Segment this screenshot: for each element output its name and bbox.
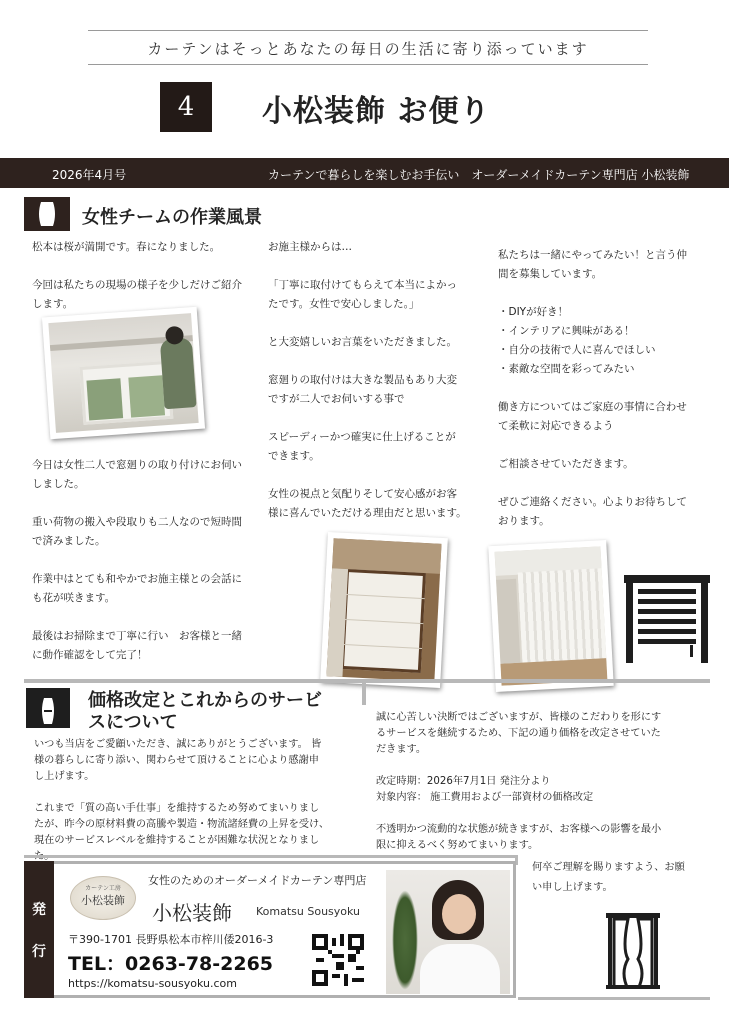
recruit-list-item: ・自分の技術で人に喜んでほしい [498,344,656,356]
s2-right-line: 限に抑えるべく努めてまいります。 [376,840,539,851]
section2-right-text [376,710,706,854]
col2-paragraph: 女性の視点と気配りそして安心感がお客 [268,488,457,500]
curtain-window-icon [24,197,70,231]
side-label-char: 発 [32,901,46,918]
publisher-side-label [24,861,54,998]
col2-paragraph: できます。 [268,450,320,462]
price-change-target: 対象内容： 施工費用および一部資材の価格改定 [376,792,594,803]
logo-main-text: 小松装飾 [81,894,125,907]
s2-left-line: 様の暮らしに寄り添い、関わらせて頂けることに心より感謝申 [34,755,319,766]
col1-paragraph: 重い荷物の搬入や段取りも二人なので短時間 [32,516,242,528]
col3-paragraph: 働き方についてはご家庭の事情に合わせ [498,401,687,413]
shop-slogan: カーテンで暮らしを楽しむお手伝い オーダーメイドカーテン専門店 小松装飾 [268,168,690,182]
s2-right-line: 不透明かつ流動的な状態が続きますが、お客様への影響を最小 [376,824,662,835]
shop-url[interactable]: https://komatsu-sousyoku.com [68,977,237,990]
col2-paragraph: 窓廻りの取付けは大きな製品もあり大変 [268,374,457,386]
col3-paragraph: て柔軟に対応できるよう [498,420,614,432]
col1-paragraph: 松本は桜が満開です。春になりました。 [32,241,221,253]
recruit-list-item: ・DIYが好き！ [498,306,569,318]
section2-closing [532,858,712,898]
col1-paragraph: します。 [32,298,74,310]
price-change-date: 改定時期：2026年7月1日 発注分より [376,776,551,787]
col1-paragraph: しました。 [32,478,85,490]
lace-curtain-photo [488,540,613,692]
newsletter-title: 小松装飾 お便り [262,94,491,129]
logo-small-text: カーテン工房 [85,885,121,892]
s2-left-line: これまで「質の高い手仕事」を維持するため努めてまいりまし [34,803,320,814]
section1-title: 女性チームの作業風景 [82,207,262,228]
shop-name-en: Komatsu Sousyoku [256,905,361,918]
col2-paragraph: お施主様からは… [268,241,352,253]
section2-left-text [34,737,356,865]
tagline-rule [88,64,648,65]
section2-bottom-line [24,855,518,858]
s2-closing-line: い申し上げます。 [532,882,613,893]
shop-name: 小松装飾 [152,901,232,925]
top-bar [0,158,729,188]
curtain-icon [606,913,660,989]
staff-photo [386,870,510,994]
section-divider [24,679,710,683]
col3-paragraph: ご相談させていただきます。 [498,458,634,470]
qr-code[interactable] [312,934,364,986]
col1-paragraph: 作業中はとても和やかでお施主様との会話に [32,573,242,585]
section2-title-line: スについて [88,712,178,733]
col1-paragraph: 今回は私たちの現場の様子を少しだけご紹介 [32,279,242,291]
shop-tel: TEL：0263-78-2265 [68,953,274,975]
col2-text [268,238,483,523]
col2-paragraph: 「丁寧に取付けてもらえて本当によかっ [268,279,457,291]
footer-tagline: 女性のためのオーダーメイドカーテン専門店 [148,874,367,887]
issue-number-box: 4 [160,82,212,132]
col1-paragraph: 今日は女性二人で窓廻りの取り付けにお伺い [32,459,242,471]
side-label-char: 行 [32,943,46,960]
col3-paragraph: 私たちは一緒にやってみたい！と言う仲 [498,249,687,261]
s2-left-line: いつも当店をご愛顧いただき、誠にありがとうございます。 皆 [34,739,322,750]
col3-paragraph: 間を募集しています。 [498,268,603,280]
recruit-list-item: ・素敵な空間を彩ってみたい [498,363,635,375]
col1-paragraph: も花が咲きます。 [32,592,116,604]
recruit-list-item: ・インテリアに興味がある！ [498,325,635,337]
s2-left-line: し上げます。 [34,771,95,782]
shoji-curtain-photo [320,532,448,688]
issue-date: 2026年4月号 [52,168,127,182]
col3-text [498,246,708,531]
shop-address: 〒390-1701 長野県松本市梓川倭2016-3 [68,933,274,946]
col2-paragraph: ですが二人でお伺いする事で [268,393,405,405]
col3-paragraph: おります。 [498,515,550,527]
s2-right-line: 誠に心苦しい決断ではございますが、皆様のこだわりを形にす [376,712,662,723]
col1-paragraph: で済みました。 [32,535,106,547]
col2-paragraph: と大変嬉しいお言葉をいただきました。 [268,336,457,348]
col3-paragraph: ぜひご連絡ください。心よりお待ちして [498,496,687,508]
s2-left-line: 現在のサービスレベルを維持することが困難な状況となりまし [34,835,320,846]
s2-right-line: るサービスを継続するため、下記の通り価格を改定させていた [376,728,661,739]
section2-title-line: 価格改定とこれからのサービ [88,690,322,711]
s2-right-line: だきます。 [376,744,427,755]
col2-paragraph: 様に喜んでいただける理由だと思います。 [268,507,467,519]
installation-photo [42,307,205,440]
section2-title [88,690,322,734]
s2-closing-line: 何卒ご理解を賜りますよう、お願 [532,862,685,873]
blind-icon [624,575,710,663]
bottom-right-line [518,997,710,1000]
top-rule [88,30,648,31]
col2-paragraph: たです。女性で安心しました。」 [268,298,420,310]
header-tagline: カーテンはそっとあなたの毎日の生活に寄り添っています [147,40,589,58]
shop-logo [70,876,136,920]
column-divider [362,683,366,705]
col1-paragraph: 最後はお掃除まで丁寧に行い お客様と一緒 [32,630,242,642]
s2-left-line: たが、昨今の原材料費の高騰や製造・物流諸経費の上昇を受け、 [34,819,330,830]
curtain-window-icon-2 [26,688,70,728]
col1-paragraph: に動作確認をして完了！ [32,649,148,661]
col2-paragraph: スピーディーかつ確実に仕上げることが [268,431,456,443]
col1-text-bottom [32,456,257,665]
col1-text-top [32,238,257,314]
